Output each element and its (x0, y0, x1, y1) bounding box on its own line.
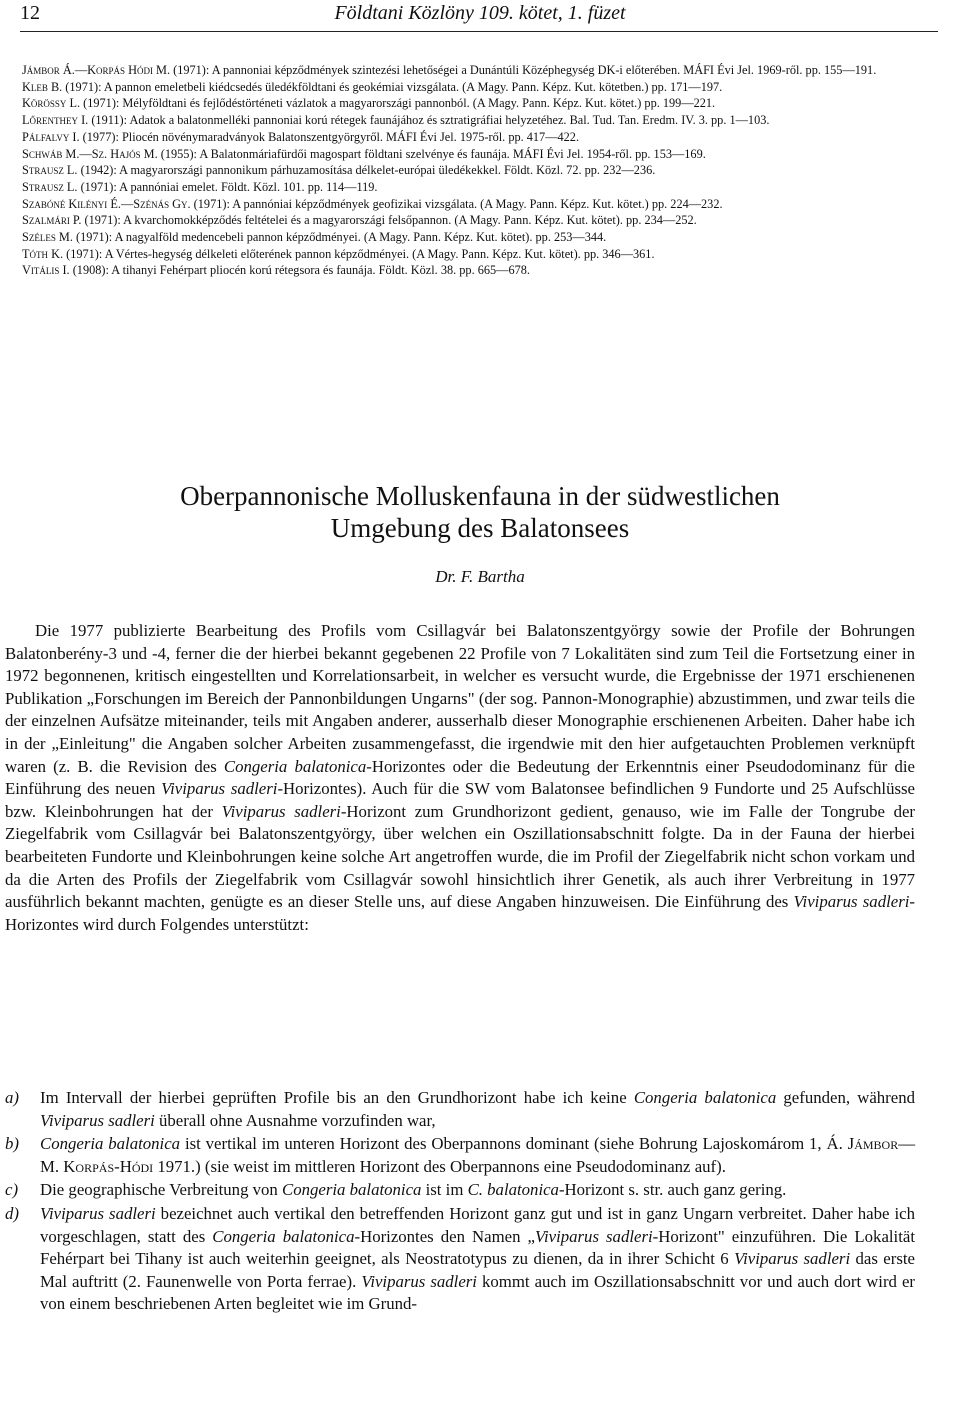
reference-entry (22, 129, 926, 146)
taxon-name: Viviparus sadleri (40, 1110, 155, 1130)
list-item-label: b) (5, 1134, 19, 1154)
reference-authors: Lőrenthey I. (22, 113, 89, 128)
reference-entry (22, 246, 926, 263)
reference-text: (1971): Mélyföldtani és fejlődéstörténeti vázlatok a magyarországi pannonból. (A Magy. Pann. Képz. Kut. kötet.) pp. 199—221. (80, 96, 716, 111)
list-item: a) Im Intervall der hierbei geprüften Profile bis an den Grundhorizont habe ich keine Congeria balatonica gefunden, während Viviparus sadleri überall ohne Ausnahme vorzufinden war, (5, 1088, 915, 1130)
list-item: d) Viviparus sadleri bezeichnet auch vertikal den betreffenden Horizont ganz gut und ist in ganz Ungarn verbreitet. Daher habe ich vorgeschlagen, statt des Congeria balatonica-Horizontes den Namen „Viviparus sadleri-Horizont" einzuführen. Die Lokalität Fehérpart bei Tihany ist auch weiterhin geeignet, als Neostratotypus zu dienen, da in ihrer Schicht 6 Viviparus sadleri das erste Mal auftritt (2. Faunenwelle von Porta ferrae). Viviparus sadleri kommt auch im Oszillationsabschnitt vor und auch dort wird er von einem beschriebenen Arten begleitet wie im Grund- (5, 1203, 916, 1314)
list-item-label: a) (5, 1088, 19, 1107)
header-rule (20, 31, 938, 32)
reference-authors: Strausz L. (22, 179, 78, 194)
list-item: c) Die geographische Verbreitung von Congeria balatonica ist im C. balatonica-Horizont s. str. auch ganz gering. (5, 1179, 915, 1202)
taxon-name: Viviparus sadleri (361, 1271, 477, 1291)
reference-entry (22, 146, 926, 163)
reference-entry (22, 196, 926, 213)
reference-authors: Vitális I. (22, 263, 70, 278)
list-item: b) Congeria balatonica ist vertikal im unteren Horizont des Oberpannons dominant (siehe Bohrung Lajoskomárom 1, Á. Jámbor—M. Korpás-Hódi 1971.) (sie weist im mittleren Horizont des Oberpannons eine Pseudodominanz auf). (5, 1134, 915, 1176)
list-item-label: d) (5, 1203, 19, 1223)
taxon-name: Congeria balatonica (223, 756, 367, 776)
taxon-name: Congeria balatonica (633, 1088, 777, 1107)
reference-authors: Körössy L. (22, 96, 81, 111)
running-title: Földtani Közlöny 109. kötet, 1. füzet (334, 2, 626, 24)
taxon-name: Viviparus sadleri (793, 892, 910, 912)
reference-entry (22, 162, 926, 179)
article-title (60, 480, 900, 544)
taxon-name: Viviparus sadleri (734, 1249, 851, 1269)
article-title-line: Oberpannonische Molluskenfauna in der südwestlichen (180, 481, 780, 511)
body-paragraph: Die 1977 publizierte Bearbeitung des Profils vom Csillagvár bei Balatonszentgyörgy sowie der Profile der Bohrungen Balatonberény-3 und -4, ferner die der hierbei bekannt gegebenen 22 Profile von 7 Lokalitäten sind zum Teil die Fortsetzung einer in 1972 begonnenen, kritisch eingestellten und Korrelationsarbeit, in welcher es versucht wurde, die Ergebnisse der 1971 erschienenen Publikation „Forschungen im Bereich der Pannonbildungen Ungarns" (der sog. Pannon-Monographie) abzustimmen, und zwar teils die der einzelnen Aufsätze miteinander, teils mit Angaben anderer, ausserhalb dieser Monographie erschienenen Arbeiten. Daher habe ich in der „Einleitung" die Angaben solcher Arbeiten zusammengefasst, die irgendwie mit den hier aufgetauchten Problemen verknüpft waren (z. B. die Revision des Congeria balatonica-Horizontes oder die Bedeutung der Erkenntnis einer Pseudodominanz für die Einführung des neuen Viviparus sadleri-Horizontes). Auch für die SW vom Balatonsee befindlichen 9 Fundorte und 25 Aufschlüsse bzw. Kleinbohrungen hat der Viviparus sadleri-Horizont zum Grundhorizont gedient, genauso, wie im Falle der Tongrube der Ziegelfabrik vom Csillagvár bei Balatonszentgyörgy, über welchen ein Oszillationsabschnitt folgte. Da in der Fauna der hierbei bearbeiteten Fundorte und Kleinbohrungen keine solche Art angetroffen wurde, die im Profil der Ziegelfabrik nicht schon vorkam und da die Arten des Profils der Ziegelfabrik vom Csillagvár sowohl hinsichtlich ihrer Genetik, als auch ihrer Verbreitung in 1977 ausführlich bekannt machten, genügte es an dieser Stelle uns, auf diese Angaben hinzuweisen. Die Einführung des Viviparus sadleri-Horizontes wird durch Folgendes unterstützt: (5, 621, 916, 934)
page-number: 12 (20, 2, 40, 24)
taxon-name: Viviparus sadleri (40, 1203, 156, 1223)
reference-authors: Pálfalvy I. (22, 129, 80, 144)
argument-list (5, 1087, 915, 1317)
reference-text: (1971): A pannóniai képződmények geofizikai vizsgálata. (A Magy. Pann. Képz. Kut. kötet.) pp. 224—232. (190, 196, 723, 211)
reference-entry (22, 62, 926, 79)
reference-list (22, 62, 926, 279)
taxon-name: Congeria balatonica (40, 1134, 181, 1154)
cited-authors: Á. Jámbor—M. Korpás-Hódi (40, 1134, 915, 1176)
reference-authors: Schwáb M.—Sz. Hajós M. (22, 146, 158, 161)
article-title-line: Umgebung des Balatonsees (330, 513, 630, 543)
reference-authors: Szalmári P. (22, 213, 82, 228)
taxon-name: Congeria balatonica (282, 1180, 422, 1200)
article-body (5, 620, 915, 936)
taxon-name: Viviparus sadleri (534, 1226, 653, 1246)
reference-entry (22, 179, 926, 196)
reference-authors: Strausz L. (22, 163, 78, 178)
list-item-label: c) (5, 1180, 19, 1200)
reference-entry (22, 112, 926, 129)
reference-text: (1971): A pannóniai emelet. Földt. Közl. 101. pp. 114—119. (77, 179, 378, 194)
reference-text: (1971): A kvarchomokképződés feltételei és a magyarországi felsőpannon. (A Magy. Pann. Képz. Kut. kötet). pp. 234—252. (81, 213, 697, 228)
reference-authors: Jámbor Á.—Korpás Hódi M. (22, 63, 171, 77)
taxon-name: Congeria balatonica (212, 1226, 355, 1246)
reference-entry (22, 212, 926, 229)
reference-text: (1911): Adatok a balatonmelléki pannoniai korú rétegek faunájához és sztratigráfiai helyzetéhez. Bal. Tud. Tan. Eredm. IV. 3. pp. 1—103. (88, 113, 770, 128)
taxon-name: C. balatonica (467, 1180, 559, 1200)
reference-text: (1971): A Vértes-hegység délkeleti előterének pannon képződményei. (A Magy. Pann. Képz. Kut. kötet). pp. 346—361. (63, 246, 655, 261)
article-author: Dr. F. Bartha (435, 567, 525, 586)
reference-text: (1971): A pannoniai képződmények szintezési lehetőségei a Dunántúli Középhegység DK-i előterében. MÁFI Évi Jel. 1969-ről. pp. 155—191. (170, 63, 877, 77)
reference-authors: Tóth K. (22, 246, 64, 261)
reference-text: (1942): A magyarországi pannonikum párhuzamosítása délkelet-európai üledékekkel. Földt. Közl. 72. pp. 232—236. (77, 163, 656, 178)
reference-text: (1971): A pannon emeletbeli kiédcsedés üledékföldtani és geokémiai vizsgálata. (A Magy. Pann. Képz. Kut. kötetben.) pp. 171—197. (62, 79, 723, 94)
taxon-name: Viviparus sadleri (221, 801, 341, 821)
reference-entry (22, 79, 926, 96)
reference-entry (22, 95, 926, 112)
taxon-name: Viviparus sadleri (161, 779, 278, 799)
page-header (20, 2, 940, 28)
reference-text: (1971): A nagyalföld medencebeli pannon képződményei. (A Magy. Pann. Képz. Kut. kötet). pp. 253—344. (72, 230, 607, 245)
reference-authors: Kleb B. (22, 79, 63, 94)
reference-entry (22, 262, 926, 279)
reference-text: (1908): A tihanyi Fehérpart pliocén korú rétegsora és faunája. Földt. Közl. 38. pp. 665—678. (69, 263, 530, 278)
reference-authors: Szabóné Kilényi É.—Szénás Gy. (22, 196, 191, 211)
reference-text: (1977): Pliocén növénymaradványok Balatonszentgyörgyről. MÁFI Évi Jel. 1975-ről. pp. 417—422. (79, 129, 580, 144)
reference-text: (1955): A Balatonmáriafürdői magospart földtani szelvénye és faunája. MÁFI Évi Jel. 1954-ről. pp. 153—169. (157, 146, 706, 161)
reference-entry (22, 229, 926, 246)
reference-authors: Széles M. (22, 230, 73, 245)
